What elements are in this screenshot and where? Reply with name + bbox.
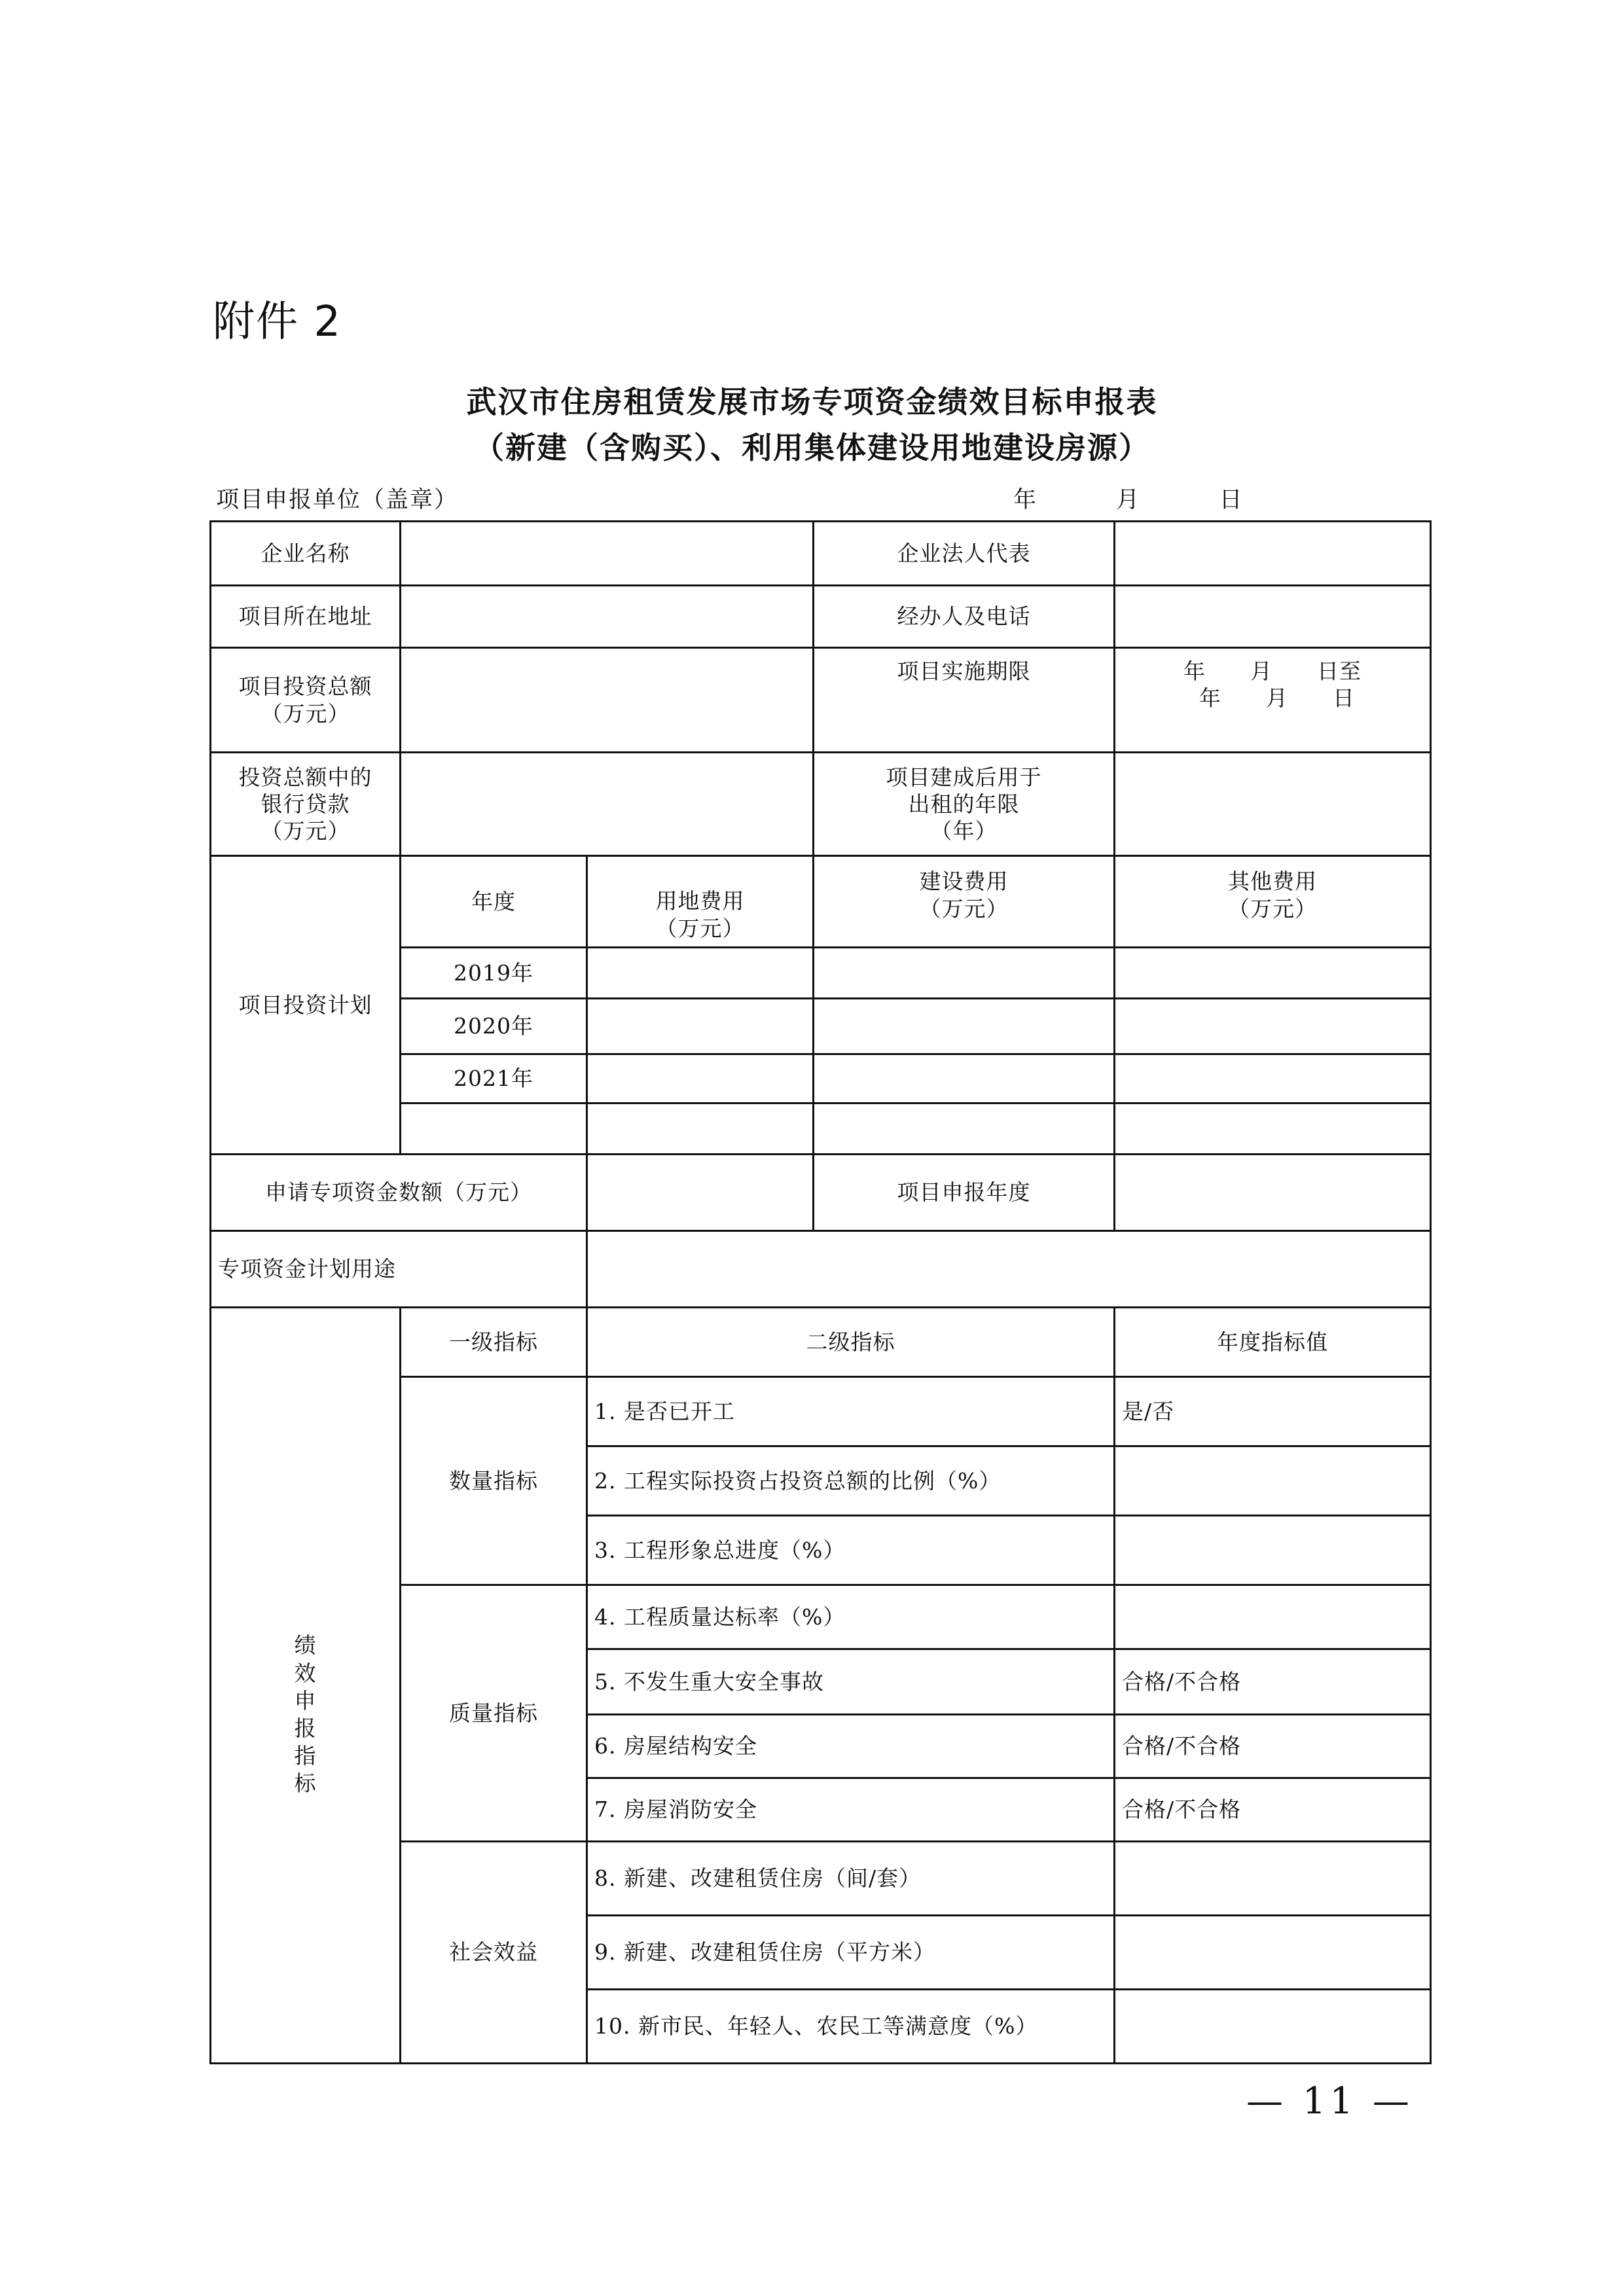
col-build-header xyxy=(814,856,1115,948)
indicator-7-value[interactable]: 合格/不合格 xyxy=(1115,1778,1431,1842)
indicator-1: 1. 是否已开工 xyxy=(587,1377,1115,1446)
indicator-5-value[interactable]: 合格/不合格 xyxy=(1115,1649,1431,1715)
input-land-2020[interactable] xyxy=(587,999,814,1054)
label-investment-total xyxy=(211,648,401,753)
col-other-header-unit: （万元） xyxy=(1228,895,1317,922)
col-land-header xyxy=(587,856,814,948)
label-performance xyxy=(211,1308,401,2064)
col-build-header-unit: （万元） xyxy=(919,895,1009,922)
indicator-10-value[interactable] xyxy=(1115,1990,1431,2064)
label-fund-usage: 专项资金计划用途 xyxy=(211,1231,587,1308)
year-2021: 2021年 xyxy=(401,1054,587,1103)
indicator-9-value[interactable] xyxy=(1115,1916,1431,1990)
input-company-name[interactable] xyxy=(401,522,814,586)
input-land-blank[interactable] xyxy=(587,1103,814,1155)
label-rent-years-unit: （年） xyxy=(930,818,998,844)
year-2020: 2020年 xyxy=(401,999,587,1054)
input-impl-period[interactable] xyxy=(1115,648,1431,753)
date-month-label: 月 xyxy=(1116,487,1140,513)
label-address: 项目所在地址 xyxy=(211,586,401,648)
input-build-2021[interactable] xyxy=(814,1054,1115,1103)
label-rent-years xyxy=(814,753,1115,856)
group-quantity: 数量指标 xyxy=(401,1377,587,1585)
input-apply-amount[interactable] xyxy=(587,1155,814,1231)
indicator-3: 3. 工程形象总进度（%） xyxy=(587,1516,1115,1585)
col-year-header: 年度 xyxy=(401,856,587,948)
indicator-8-value[interactable] xyxy=(1115,1842,1431,1916)
date-day-label: 日 xyxy=(1219,487,1242,513)
page-number: — 11 — xyxy=(1246,2080,1413,2123)
indicator-4-value[interactable] xyxy=(1115,1585,1431,1649)
group-social-benefit: 社会效益 xyxy=(401,1842,587,2064)
applicant-unit-label: 项目申报单位（盖章） xyxy=(216,487,459,513)
label-apply-amount: 申请专项资金数额（万元） xyxy=(211,1155,587,1231)
label-rent-years-line1: 项目建成后用于 xyxy=(886,764,1042,790)
col-land-header-unit: （万元） xyxy=(655,915,745,941)
indicator-1-value[interactable]: 是/否 xyxy=(1115,1377,1431,1446)
indicator-2: 2. 工程实际投资占投资总额的比例（%） xyxy=(587,1446,1115,1516)
group-quality: 质量指标 xyxy=(401,1585,587,1842)
label-impl-period: 项目实施期限 xyxy=(814,648,1115,753)
label-investment-total-unit: （万元） xyxy=(261,700,350,726)
input-handler-phone[interactable] xyxy=(1115,586,1431,648)
indicator-10: 10. 新市民、年轻人、农民工等满意度（%） xyxy=(587,1990,1115,2064)
indicator-7: 7. 房屋消防安全 xyxy=(587,1778,1115,1842)
input-build-blank[interactable] xyxy=(814,1103,1115,1155)
col-level2-header: 二级指标 xyxy=(587,1308,1115,1377)
label-bank-loan xyxy=(211,753,401,856)
year-2019: 2019年 xyxy=(401,948,587,999)
input-other-2020[interactable] xyxy=(1115,999,1431,1054)
input-investment-total[interactable] xyxy=(401,648,814,753)
input-land-2019[interactable] xyxy=(587,948,814,999)
label-invest-plan: 项目投资计划 xyxy=(211,856,401,1155)
input-other-blank[interactable] xyxy=(1115,1103,1431,1155)
col-other-header xyxy=(1115,856,1431,948)
col-level1-header: 一级指标 xyxy=(401,1308,587,1377)
date-line xyxy=(1013,482,1242,514)
year-blank[interactable] xyxy=(401,1103,587,1155)
date-year-label: 年 xyxy=(1013,487,1037,513)
label-bank-loan-line1: 投资总额中的 xyxy=(238,764,372,790)
attachment-label: 附件 2 xyxy=(213,298,342,346)
col-other-header-text: 其他费用 xyxy=(1228,869,1317,895)
period-to: 年 月 日 xyxy=(1199,685,1355,711)
indicator-9: 9. 新建、改建租赁住房（平方米） xyxy=(587,1916,1115,1990)
input-address[interactable] xyxy=(401,586,814,648)
indicator-5: 5. 不发生重大安全事故 xyxy=(587,1649,1115,1715)
label-apply-year: 项目申报年度 xyxy=(814,1155,1115,1231)
col-build-header-text: 建设费用 xyxy=(919,869,1009,895)
input-other-2019[interactable] xyxy=(1115,948,1431,999)
indicator-4: 4. 工程质量达标率（%） xyxy=(587,1585,1115,1649)
input-other-2021[interactable] xyxy=(1115,1054,1431,1103)
label-rent-years-line2: 出租的年限 xyxy=(908,791,1020,817)
document-title: 武汉市住房租赁发展市场专项资金绩效目标申报表 xyxy=(466,384,1158,420)
label-bank-loan-line2: 银行贷款 xyxy=(261,791,350,817)
indicator-6: 6. 房屋结构安全 xyxy=(587,1715,1115,1778)
label-performance-text: 绩效申报指标 xyxy=(294,1632,317,1797)
input-bank-loan[interactable] xyxy=(401,753,814,856)
input-fund-usage[interactable] xyxy=(587,1231,1431,1308)
application-form-table xyxy=(209,520,1432,2064)
label-bank-loan-unit: （万元） xyxy=(261,818,350,844)
input-land-2021[interactable] xyxy=(587,1054,814,1103)
input-rent-years[interactable] xyxy=(1115,753,1431,856)
input-legal-rep[interactable] xyxy=(1115,522,1431,586)
document-subtitle: （新建（含购买）、利用集体建设用地建设房源） xyxy=(474,430,1150,465)
label-handler-phone: 经办人及电话 xyxy=(814,586,1115,648)
label-legal-rep: 企业法人代表 xyxy=(814,522,1115,586)
input-build-2020[interactable] xyxy=(814,999,1115,1054)
input-build-2019[interactable] xyxy=(814,948,1115,999)
input-apply-year[interactable] xyxy=(1115,1155,1431,1231)
col-land-header-text: 用地费用 xyxy=(655,888,745,914)
indicator-2-value[interactable] xyxy=(1115,1446,1431,1516)
label-investment-total-line1: 项目投资总额 xyxy=(238,673,372,700)
indicator-8: 8. 新建、改建租赁住房（间/套） xyxy=(587,1842,1115,1916)
col-value-header: 年度指标值 xyxy=(1115,1308,1431,1377)
indicator-6-value[interactable]: 合格/不合格 xyxy=(1115,1715,1431,1778)
period-from: 年 月 日至 xyxy=(1183,658,1362,684)
label-company-name: 企业名称 xyxy=(211,522,401,586)
indicator-3-value[interactable] xyxy=(1115,1516,1431,1585)
